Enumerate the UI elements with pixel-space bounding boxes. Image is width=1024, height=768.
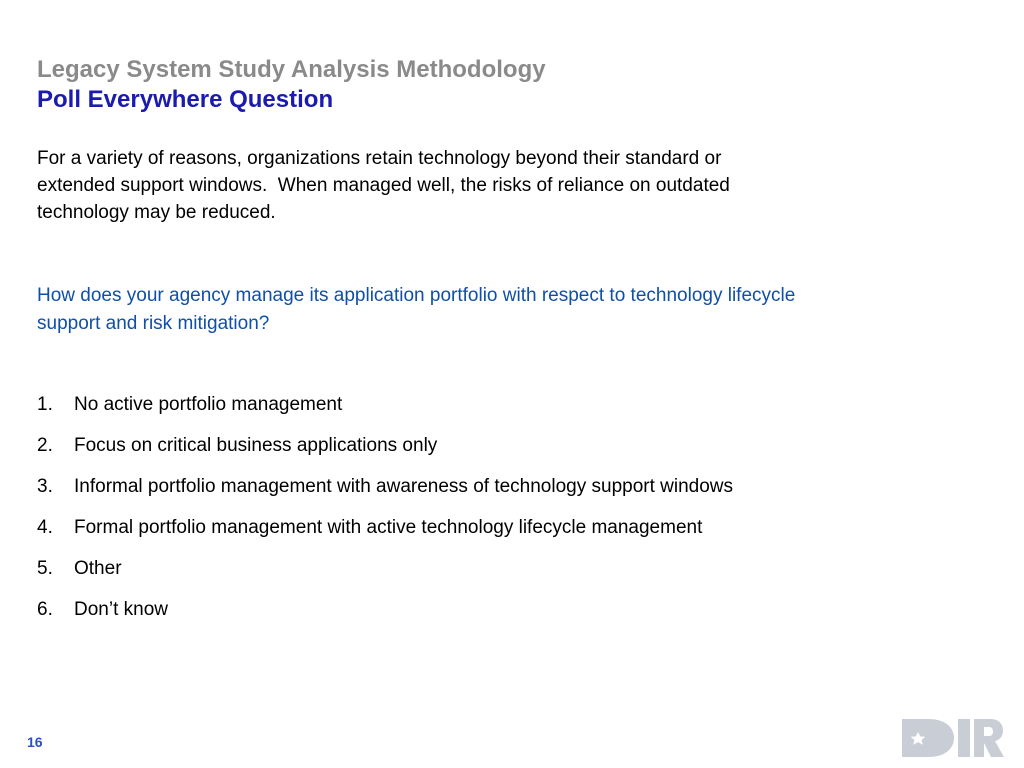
poll-option bbox=[37, 432, 733, 473]
intro-paragraph bbox=[37, 145, 897, 226]
intro-line: For a variety of reasons, organizations retain technology beyond their standard or bbox=[37, 148, 722, 169]
poll-question bbox=[37, 282, 997, 338]
option-text: Focus on critical business applications only bbox=[74, 435, 438, 456]
option-number: 6. bbox=[37, 599, 53, 620]
intro-line: technology may be reduced. bbox=[37, 202, 276, 223]
slide-subtitle: Poll Everywhere Question bbox=[37, 86, 334, 113]
slide-title: Legacy System Study Analysis Methodology bbox=[37, 56, 546, 83]
poll-option bbox=[37, 555, 733, 596]
question-line: How does your agency manage its application portfolio with respect to technology lifecycle bbox=[37, 285, 796, 306]
intro-line: extended support windows. When managed well, the risks of reliance on outdated bbox=[37, 175, 730, 196]
option-number: 4. bbox=[37, 517, 53, 538]
option-number: 1. bbox=[37, 394, 53, 415]
option-text: Don’t know bbox=[74, 599, 168, 620]
option-text: Informal portfolio management with awareness of technology support windows bbox=[74, 476, 734, 497]
poll-option bbox=[37, 473, 733, 514]
poll-option bbox=[37, 391, 733, 432]
poll-option bbox=[37, 596, 733, 637]
option-number: 3. bbox=[37, 476, 53, 497]
page-number: 16 bbox=[27, 734, 43, 750]
option-text: No active portfolio management bbox=[74, 394, 343, 415]
option-number: 2. bbox=[37, 435, 53, 456]
poll-option bbox=[37, 514, 733, 555]
poll-options-list bbox=[37, 391, 733, 637]
dir-logo bbox=[898, 715, 1006, 761]
option-text: Formal portfolio management with active technology lifecycle management bbox=[74, 517, 703, 538]
question-line: support and risk mitigation? bbox=[37, 313, 270, 334]
option-text: Other bbox=[74, 558, 122, 579]
option-number: 5. bbox=[37, 558, 53, 579]
